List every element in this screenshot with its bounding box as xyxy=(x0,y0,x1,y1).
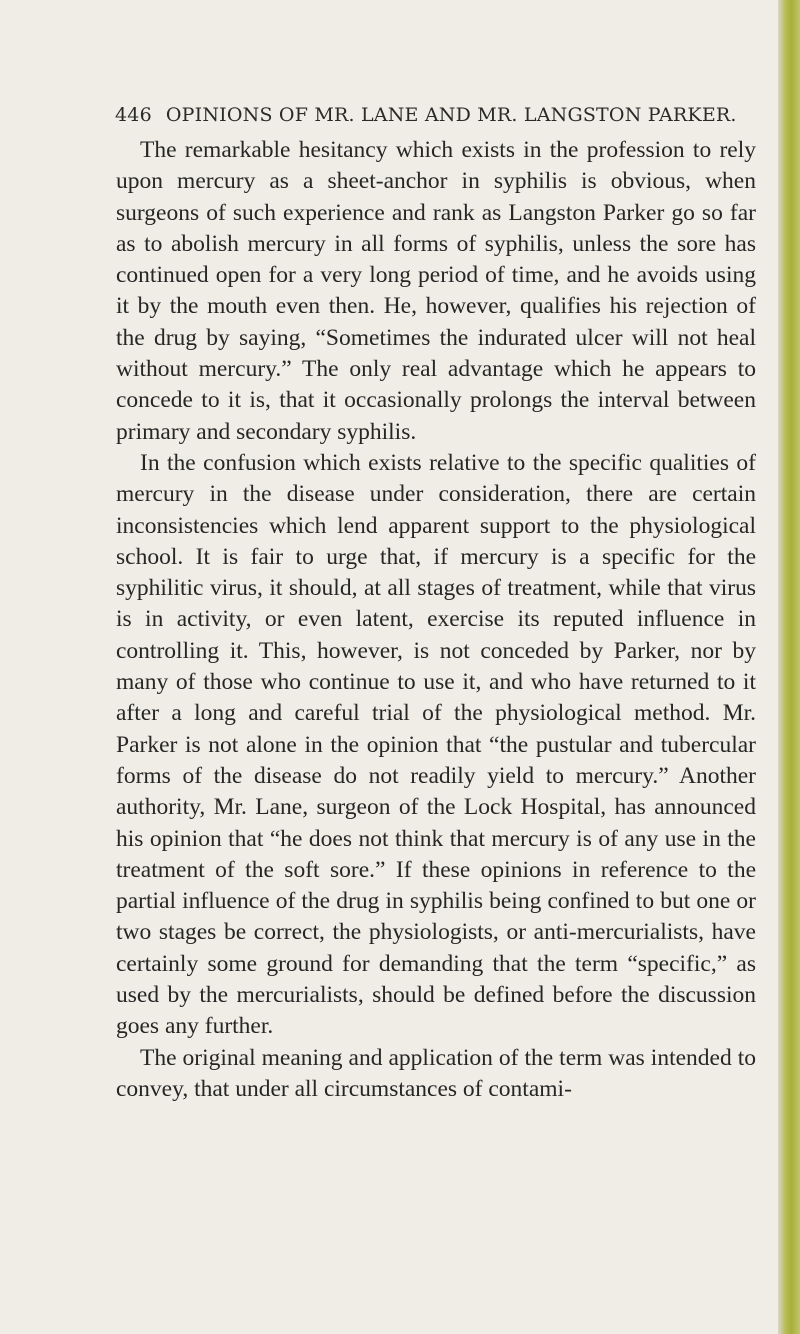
page-edge xyxy=(778,0,800,1334)
running-title: OPINIONS OF MR. LANE AND MR. LANGSTON PARKER. xyxy=(165,104,737,126)
paragraph-3: The original meaning and application of the term was intended to convey, that under all circumstances of contami- xyxy=(116,1044,756,1102)
paragraph-1: The remarkable hesitancy which exists in the profession to rely upon mercury as a sheet-anchor in syphilis is obvious, when surgeons of such experience and rank as Langston Parker go so far as to abolish mercury in all forms of syphilis, unless the sore has continued open for a very long period of time, and he avoids using it by the mouth even then. He, however, qualifies his rejection of the drug by saying, “Sometimes the indurated ulcer will not heal without mercury.” The only real advantage which he appears to concede to it is, that it occasionally prolongs the interval between primary and secondary syphilis. xyxy=(116,137,756,445)
running-head xyxy=(115,104,755,126)
page-number: 446 xyxy=(115,104,152,126)
body-text xyxy=(116,135,756,1105)
paragraph-2: In the confusion which exists relative to the specific qualities of mercury in the disease under consideration, there are certain inconsistencies which lend apparent support to the physiological school. It is fair to urge that, if mercury is a specific for the syphilitic virus, it should, at all stages of treatment, while that virus is in activity, or even latent, exercise its reputed influence in controlling it. This, however, is not conceded by Parker, nor by many of those who continue to use it, and who have returned to it after a long and careful trial of the physiological method. Mr. Parker is not alone in the opinion that “the pustular and tubercular forms of the disease do not readily yield to mercury.” Another authority, Mr. Lane, surgeon of the Lock Hospital, has announced his opinion that “he does not think that mercury is of any use in the treatment of the soft sore.” If these opinions in reference to the partial influence of the drug in syphilis being confined to but one or two stages be correct, the physiologists, or anti-mercurialists, have certainly some ground for demanding that the term “specific,” as used by the mercurialists, should be defined before the discussion goes any further. xyxy=(116,449,756,1040)
